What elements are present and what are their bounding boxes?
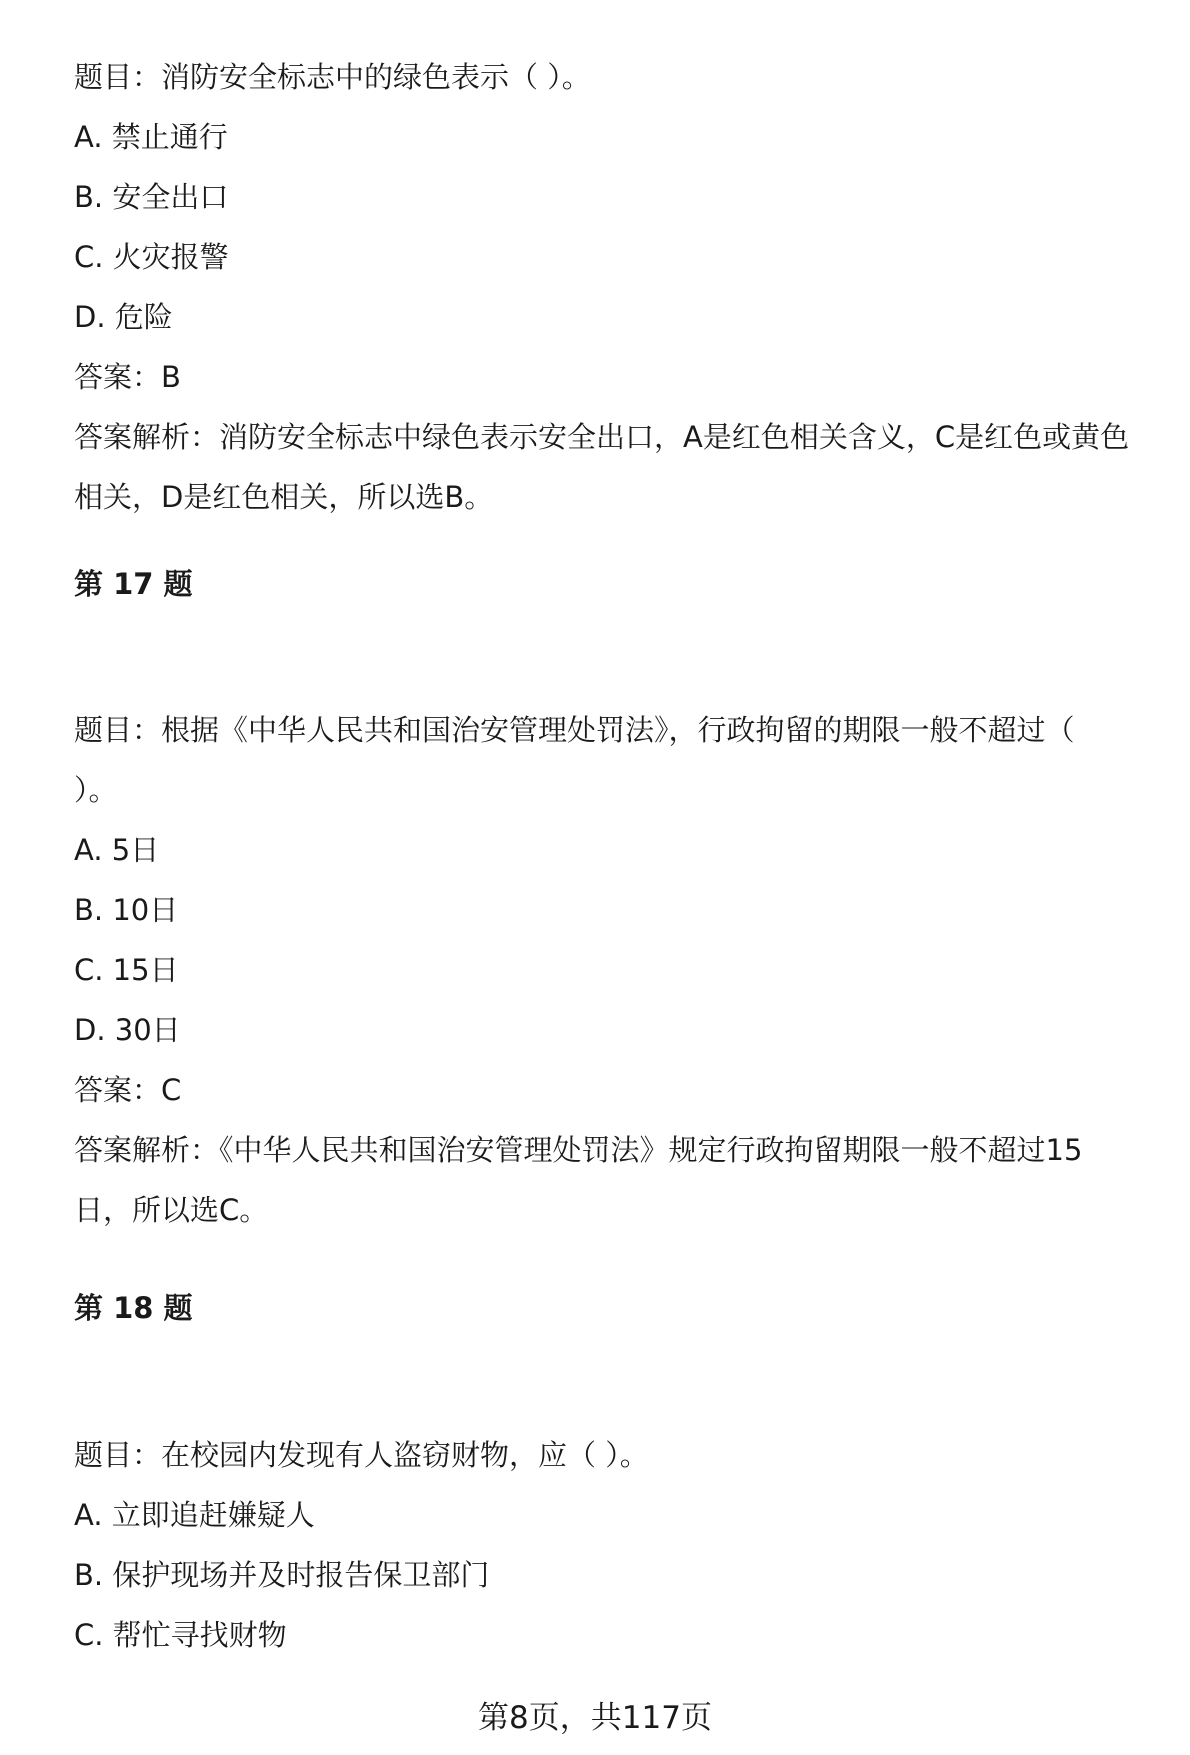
option-c: C. 15日 — [74, 953, 179, 987]
option-a: A. 5日 — [74, 833, 160, 867]
question-17 — [74, 700, 1164, 1240]
option-b: B. 安全出口 — [74, 180, 229, 214]
question-stem: 题目：消防安全标志中的绿色表示（ ）。 — [74, 60, 591, 94]
question-16 — [74, 47, 1164, 527]
option-c: C. 帮忙寻找财物 — [74, 1618, 287, 1652]
option-c: C. 火灾报警 — [74, 240, 229, 274]
analysis-line-2: 日，所以选C。 — [74, 1193, 269, 1227]
question-17-heading: 第 17 题 — [74, 567, 193, 601]
option-b: B. 10日 — [74, 893, 179, 927]
answer: 答案：C — [74, 1073, 182, 1107]
option-a: A. 立即追赶嫌疑人 — [74, 1498, 315, 1532]
page-footer: 第8页，共117页 — [478, 1700, 712, 1736]
option-d: D. 30日 — [74, 1013, 181, 1047]
question-stem-line-1: 题目：根据《中华人民共和国治安管理处罚法》，行政拘留的期限一般不超过（ — [74, 713, 1075, 747]
analysis-line-1: 答案解析：消防安全标志中绿色表示安全出口，A是红色相关含义，C是红色或黄色 — [74, 420, 1130, 454]
option-b: B. 保护现场并及时报告保卫部门 — [74, 1558, 490, 1592]
question-18 — [74, 1425, 1164, 1665]
question-18-heading: 第 18 题 — [74, 1291, 193, 1325]
analysis-line-1: 答案解析：《中华人民共和国治安管理处罚法》规定行政拘留期限一般不超过15 — [74, 1133, 1083, 1167]
option-d: D. 危险 — [74, 300, 173, 334]
option-a: A. 禁止通行 — [74, 120, 228, 154]
question-stem-line-2: ）。 — [74, 773, 118, 807]
answer: 答案：B — [74, 360, 181, 394]
question-stem: 题目：在校园内发现有人盗窃财物，应（ ）。 — [74, 1438, 649, 1472]
analysis-line-2: 相关，D是红色相关，所以选B。 — [74, 480, 494, 514]
